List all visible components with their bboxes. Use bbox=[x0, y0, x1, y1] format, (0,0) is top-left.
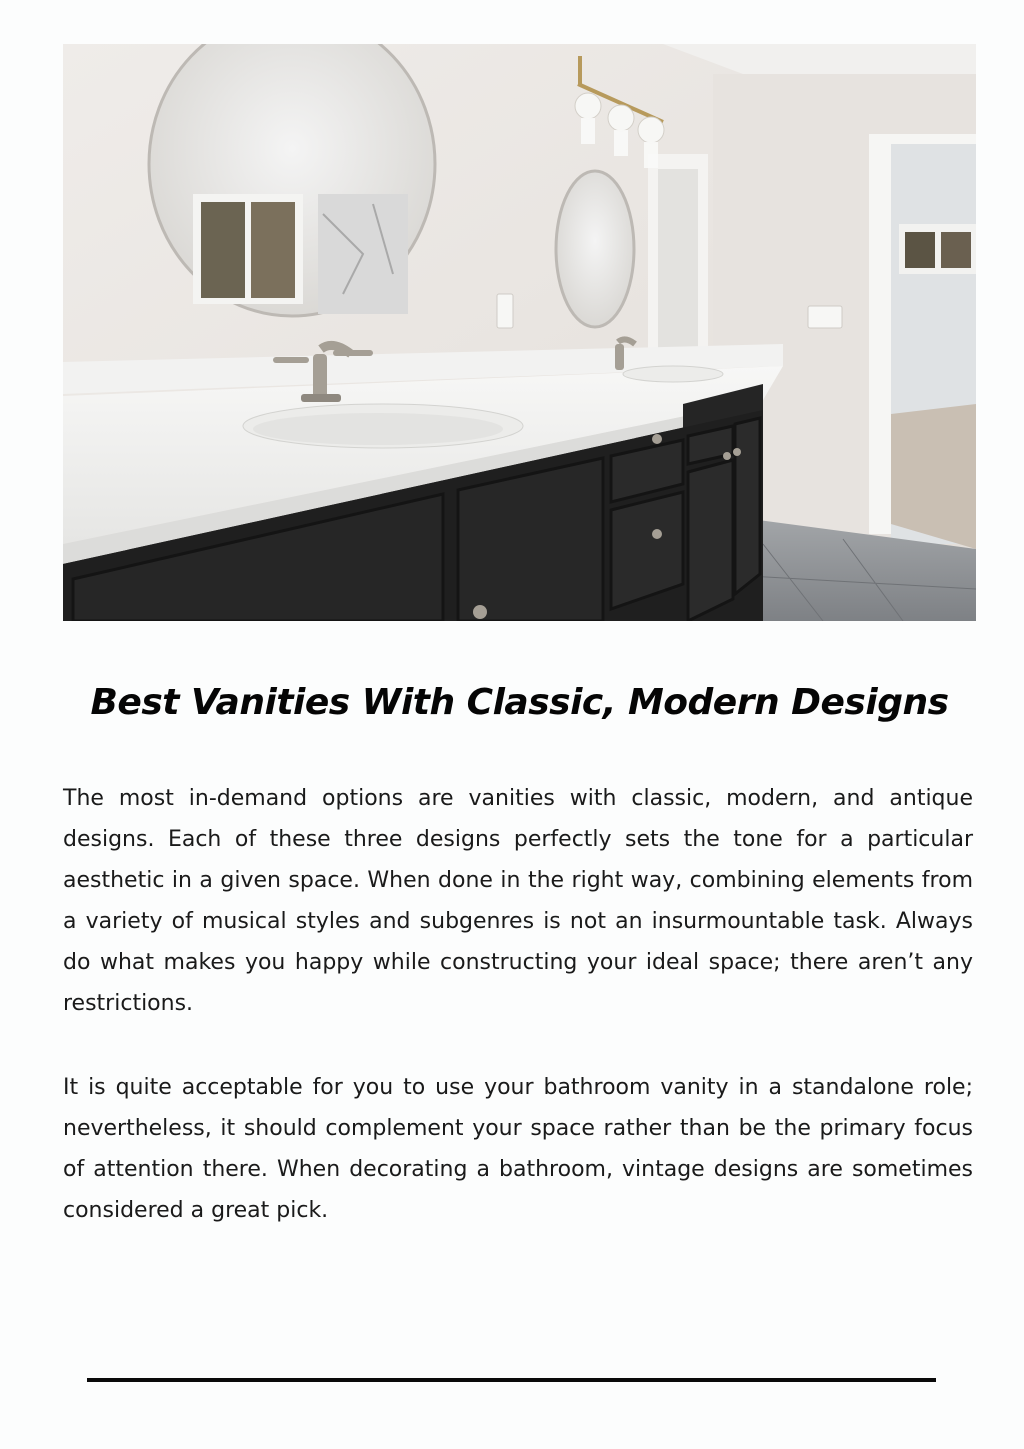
bathroom-vanity-photo bbox=[63, 44, 976, 621]
footer-divider bbox=[87, 1378, 936, 1382]
hero-image bbox=[63, 44, 976, 621]
article-paragraph-1: The most in-demand options are vanities with classic, modern, and antique designs. Each of these three designs perfectly sets the tone for a particular aesthetic in a given space. When done in the right way, combining elements from a variety of musical styles and subgenres is not an insurmountable task. Always do what makes you happy while constructing your ideal space; there aren’t any restrictions. bbox=[63, 786, 973, 1016]
article-paragraph-2: It is quite acceptable for you to use your bathroom vanity in a standalone role; nevertheless, it should complement your space rather than be the primary focus of attention there. When decorating a bathroom, vintage designs are sometimes considered a great pick. bbox=[63, 1075, 973, 1223]
article-heading: Best Vanities With Classic, Modern Designs bbox=[90, 682, 949, 723]
